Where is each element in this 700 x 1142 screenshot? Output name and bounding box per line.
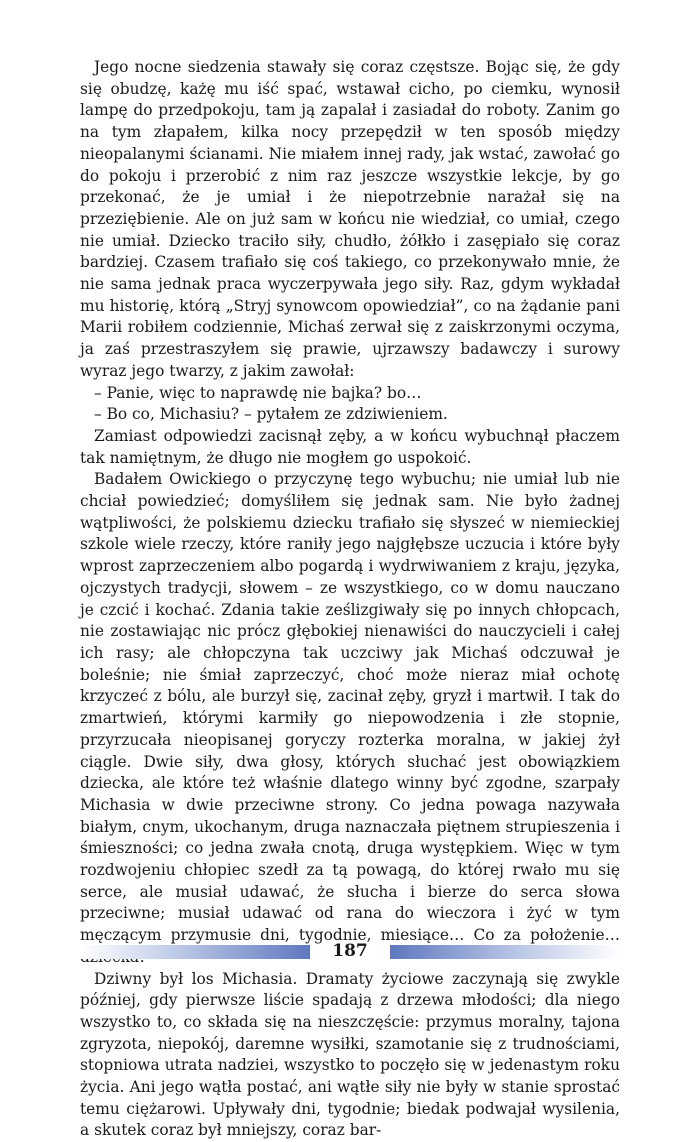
paragraph: – Panie, więc to naprawdę nie bajka? bo… [94,383,422,402]
body-text [80,57,620,1142]
paragraph: Badałem Owickiego o przyczynę tego wybuchu; nie umiał lub nie chciał powiedzieć; domyśliłem się jednak sam. Nie było żadnej wątpliwości, że polskiemu dziecku trafiało się słyszeć w niemieckiej szkole wiele rzeczy, które raniły jego najgłębsze uczucia i które były wprost zaprzeczeniem albo pogardą i wydrwiwaniem z kraju, języka, ojczystych tradycji, słowem – ze wszystkiego, co w domu nauczano je czcić i kochać. Zdania takie ześlizgiwały się po innych chłopcach, nie zostawiając nic prócz głębokiej nienawiści do nauczycieli i całej ich rasy; ale chłopczyna tak uczciwy jak Michaś odczuwał je boleśnie; nie śmiał zaprzeczyć, choć może nieraz miał ochotę krzyczeć z bólu, ale burzył się, zacinał zęby, gryzł i martwił. I tak do zmartwień, którymi karmiły go niepowodzenia i złe stopnie, przyrzucała nieopisanej goryczy rozterka moralna, w jakiej żył ciągle. Dwie siły, dwa głosy, których słuchać jest obowiązkiem dziecka, ale które też właśnie dlatego winny być zgodne, szarpały Michasia w dwie przeciwne strony. Co jedna powaga nazywała białym, cnym, ukochanym, druga naznaczała piętnem strupieszenia i śmieszności; co jedna zwała cnotą, druga występkiem. Więc w tym rozdwojeniu chłopiec szedł za tą powagą, do której rwało mu się serce, ale musiał udawać, że słucha i bierze do serca słowa przeciwne; musiał udawać od rana do wieczora i żyć w tym męczącym przymusie dni, tygodnie, miesiące… Co za położenie… [80,470,620,945]
paragraph: Jego nocne siedzenia stawały się coraz częstsze. Bojąc się, że gdy się obudzę, każę mu iść spać, wstawał cicho, po ciemku, wynosił lampę do przedpokoju, tam ją zapalał i zasiadał do roboty. Zanim go na tym złapałem, kilka nocy przepędził w ten sposób między nieopalanymi ścianami. Nie miałem innej rady, jak wstać, zawołać go do pokoju i przerobić z nim raz jeszcze wszystkie lekcje, by go przekonać, że je umiał i że niepotrzebnie narażał się na przeziębienie. Ale on już sam w końcu nie wiedział, co umiał, czego nie umiał. Dziecko traciło siły, chudło, żółkło i zasępiało się coraz bardziej. Czasem trafiało się coś takiego, co przekonywało mnie, że nie sama jednak praca wyczerpywała jego siły. Raz, gdym wykładał mu historię, którą „Stryj synowcom opowiedział”, co na żądanie pani Marii robiłem codziennie, Michaś zerwał się z zaiskrzonymi oczyma, ja zaś przestraszyłem się prawie, ujrzawszy badawczy i surowy wyraz jego twarzy, z jakim zawołał: [80,58,620,380]
paragraph: Dziwny był los Michasia. Dramaty życiowe zaczynają się zwykle później, gdy pierwsze liście spadają z drzewa młodości; dla niego wszystko to, co składa się na nieszczęście: przymus moralny, tajona zgryzota, niepokój, daremne wysiłki, szamotanie się z trudnościami, stopniowa utrata nadziei, wszystko to poczęło się w jedenastym roku życia. Ani jego wątła postać, ani wątłe siły nie były w stanie sprostać temu ciężarowi. Upływały dni, tygodnie; biedak podwajał wysilenia, a skutek coraz był mniejszy, coraz bar- [80,969,620,1140]
footer-decorative-bar-left [80,945,310,959]
paragraph: Zamiast odpowiedzi zacisnął zęby, a w końcu wybuchnął płaczem tak namiętnym, że długo nie mogłem go uspokoić. [80,426,620,467]
page-footer [80,943,620,961]
paragraph: – Bo co, Michasiu? – pytałem ze zdziwieniem. [94,405,448,424]
footer-decorative-bar-right [390,945,620,959]
page-number: 187 [332,941,368,961]
